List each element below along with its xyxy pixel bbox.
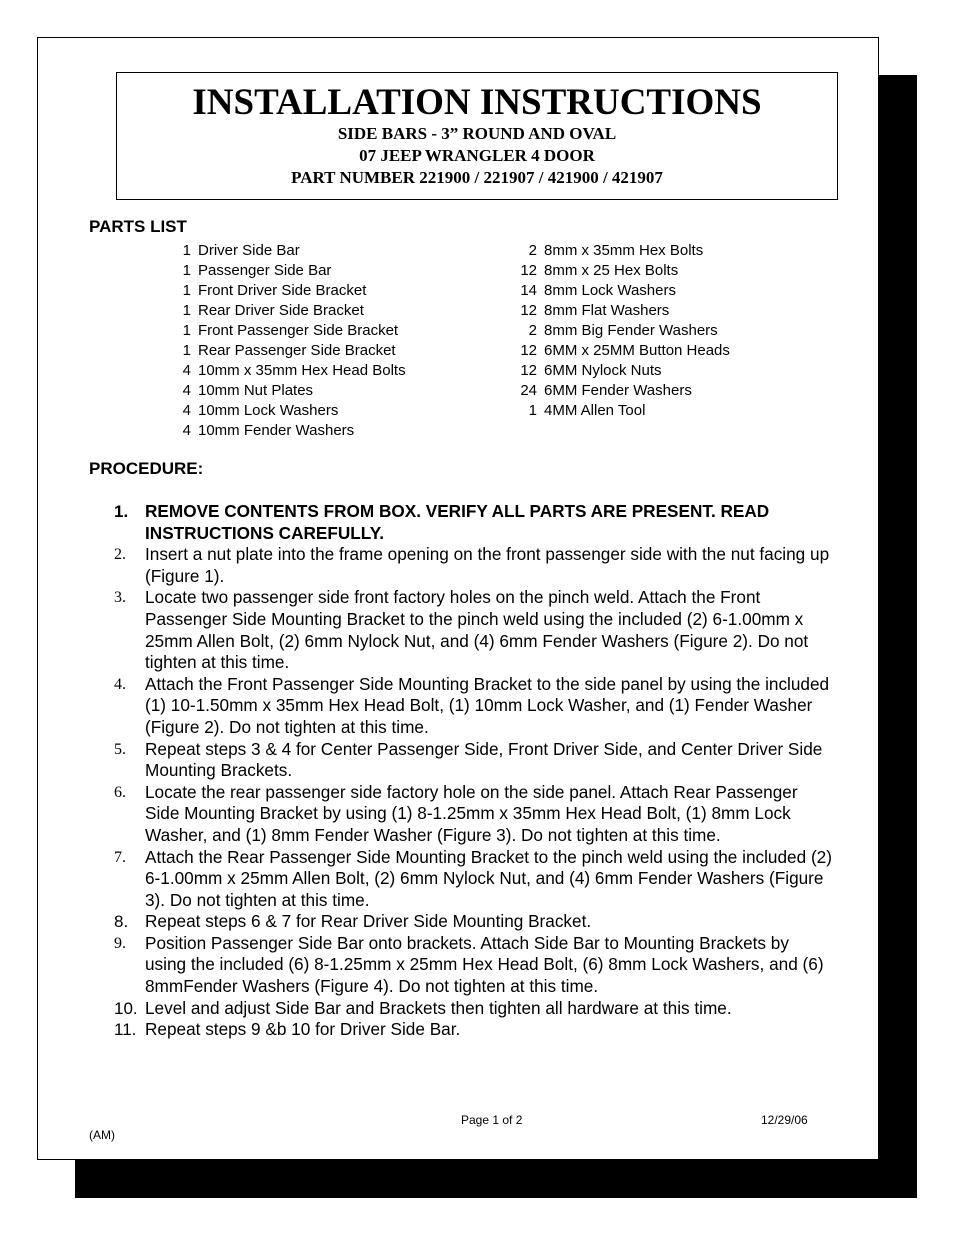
step-number: 6. [114,783,126,801]
document-page [37,37,879,1160]
parts-row [171,381,406,401]
parts-row [517,401,730,421]
procedure-step [114,782,834,847]
title-box [116,72,838,200]
part-qty: 1 [182,342,191,359]
procedure-step [114,998,834,1020]
step-number: 5. [114,740,126,758]
part-name: 4MM Allen Tool [544,402,646,419]
step-number: 7. [114,848,126,866]
parts-row [517,261,730,281]
part-qty: 1 [182,262,191,279]
part-name: 10mm x 35mm Hex Head Bolts [198,362,406,379]
part-qty: 12 [520,362,537,379]
step-text: Attach the Rear Passenger Side Mounting Bracket to the pinch weld using the included (2) 6-1.00mm x 25mm Allen Bolt, (2) 6mm Nylock Nut, and (4) 6mm Fender Washers (Figure 3). Do not tighten at this time. [145,846,832,910]
step-number: 11. [114,1020,137,1040]
parts-list-right [517,241,730,421]
step-number: 9. [114,934,126,952]
subtitle-product: SIDE BARS - 3” ROUND AND OVAL [337,124,617,143]
part-name: 8mm x 35mm Hex Bolts [544,242,704,259]
part-name: Passenger Side Bar [198,262,332,279]
step-number: 2. [114,546,126,564]
procedure-step [114,587,834,673]
part-name: 8mm Lock Washers [544,282,676,299]
step-text: Position Passenger Side Bar onto brackets. Attach Side Bar to Mounting Brackets by using the included (6) 8-1.25mm x 25mm Hex Head Bolt, (6) 8mm Lock Washers, and (6) 8mmFender Washers (Figure 4). Do not tighten at this time. [145,932,824,997]
part-name: Rear Passenger Side Bracket [198,342,396,359]
parts-row [171,421,406,441]
parts-row [171,241,406,261]
step-text: Level and adjust Side Bar and Brackets then tighten all hardware at this time. [145,997,732,1018]
part-qty: 4 [182,382,191,399]
parts-row [517,281,730,301]
procedure-steps [114,501,834,1041]
part-qty: 2 [528,322,537,339]
part-qty: 2 [528,242,537,259]
part-qty: 12 [520,262,537,279]
part-qty: 1 [182,322,191,339]
part-name: 6MM x 25MM Button Heads [544,342,730,359]
part-qty: 1 [182,302,191,319]
step-number: 8. [114,912,129,932]
step-text: REMOVE CONTENTS FROM BOX. VERIFY ALL PARTS ARE PRESENT. READ INSTRUCTIONS CAREFULLY. [145,501,770,543]
part-name: 10mm Lock Washers [198,402,339,419]
parts-row [171,341,406,361]
step-text: Locate two passenger side front factory holes on the pinch weld. Attach the Front Passenger Side Mounting Bracket to the pinch weld using the included (2) 6-1.00mm x 25mm Allen Bolt, (2) 6mm Nylock Nut, and (4) 6mm Fender Washers (Figure 2). Do not tighten at this time. [145,587,809,673]
step-text: Attach the Front Passenger Side Mounting Bracket to the side panel by using the included (1) 10-1.50mm x 35mm Hex Head Bolt, (1) 10mm Lock Washer, and (1) Fender Washer (Figure 2). Do not tighten at this time. [145,673,830,737]
part-name: Driver Side Bar [198,242,300,259]
part-qty: 14 [520,282,537,299]
part-name: Front Driver Side Bracket [198,282,367,299]
step-number: 1. [114,502,129,521]
parts-row [517,241,730,261]
part-name: Front Passenger Side Bracket [198,322,399,339]
author-code: (AM) [89,1128,115,1142]
part-qty: 12 [520,302,537,319]
parts-row [171,261,406,281]
procedure-step [114,739,834,782]
part-name: 6MM Nylock Nuts [544,362,662,379]
procedure-heading: PROCEDURE: [89,459,204,478]
procedure-step [114,674,834,739]
part-name: 8mm Flat Washers [544,302,670,319]
step-text: Insert a nut plate into the frame opening on the front passenger side with the nut facing up (Figure 1). [145,544,830,586]
step-text: Repeat steps 6 & 7 for Rear Driver Side Mounting Bracket. [145,911,592,932]
part-qty: 4 [182,362,191,379]
parts-list-left [171,241,406,441]
step-number: 3. [114,589,126,607]
procedure-step [114,911,834,933]
parts-row [517,361,730,381]
part-qty: 1 [182,242,191,259]
step-text: Repeat steps 9 &b 10 for Driver Side Bar. [145,1019,461,1040]
parts-row [517,341,730,361]
step-text: Repeat steps 3 & 4 for Center Passenger Side, Front Driver Side, and Center Driver Side Mounting Brackets. [145,738,823,781]
page-number: Page 1 of 2 [461,1113,523,1127]
parts-row [171,401,406,421]
document-title: INSTALLATION INSTRUCTIONS [192,82,762,123]
parts-row [517,381,730,401]
part-name: 8mm Big Fender Washers [544,322,718,339]
part-qty: 12 [520,342,537,359]
parts-row [171,321,406,341]
part-qty: 1 [528,402,537,419]
part-name: Rear Driver Side Bracket [198,302,364,319]
subtitle-part-number: PART NUMBER 221900 / 221907 / 421900 / 421907 [291,168,663,187]
step-text: Locate the rear passenger side factory hole on the side panel. Attach Rear Passenger Side Mounting Bracket by using (1) 8-1.25mm x 35mm Hex Head Bolt, (1) 8mm Lock Washer, and (1) 8mm Fender Washer (Figure 3). Do not tighten at this time. [145,781,798,845]
parts-row [171,281,406,301]
part-name: 10mm Nut Plates [198,382,314,399]
procedure-step [114,847,834,912]
parts-list-heading: PARTS LIST [89,217,187,236]
part-qty: 4 [182,402,191,419]
procedure-step [114,933,834,998]
subtitle-vehicle: 07 JEEP WRANGLER 4 DOOR [359,146,595,165]
part-name: 8mm x 25 Hex Bolts [544,262,679,279]
step-number: 4. [114,675,126,693]
step-number: 10. [114,998,138,1018]
procedure-step [114,501,834,544]
part-qty: 24 [520,382,537,399]
part-name: 10mm Fender Washers [198,422,355,439]
part-name: 6MM Fender Washers [544,382,692,399]
part-qty: 1 [182,282,191,299]
procedure-step [114,1019,834,1041]
parts-row [517,321,730,341]
document-date: 12/29/06 [761,1113,808,1127]
parts-row [171,301,406,321]
parts-row [517,301,730,321]
parts-row [171,361,406,381]
part-qty: 4 [182,422,191,439]
procedure-step [114,544,834,587]
